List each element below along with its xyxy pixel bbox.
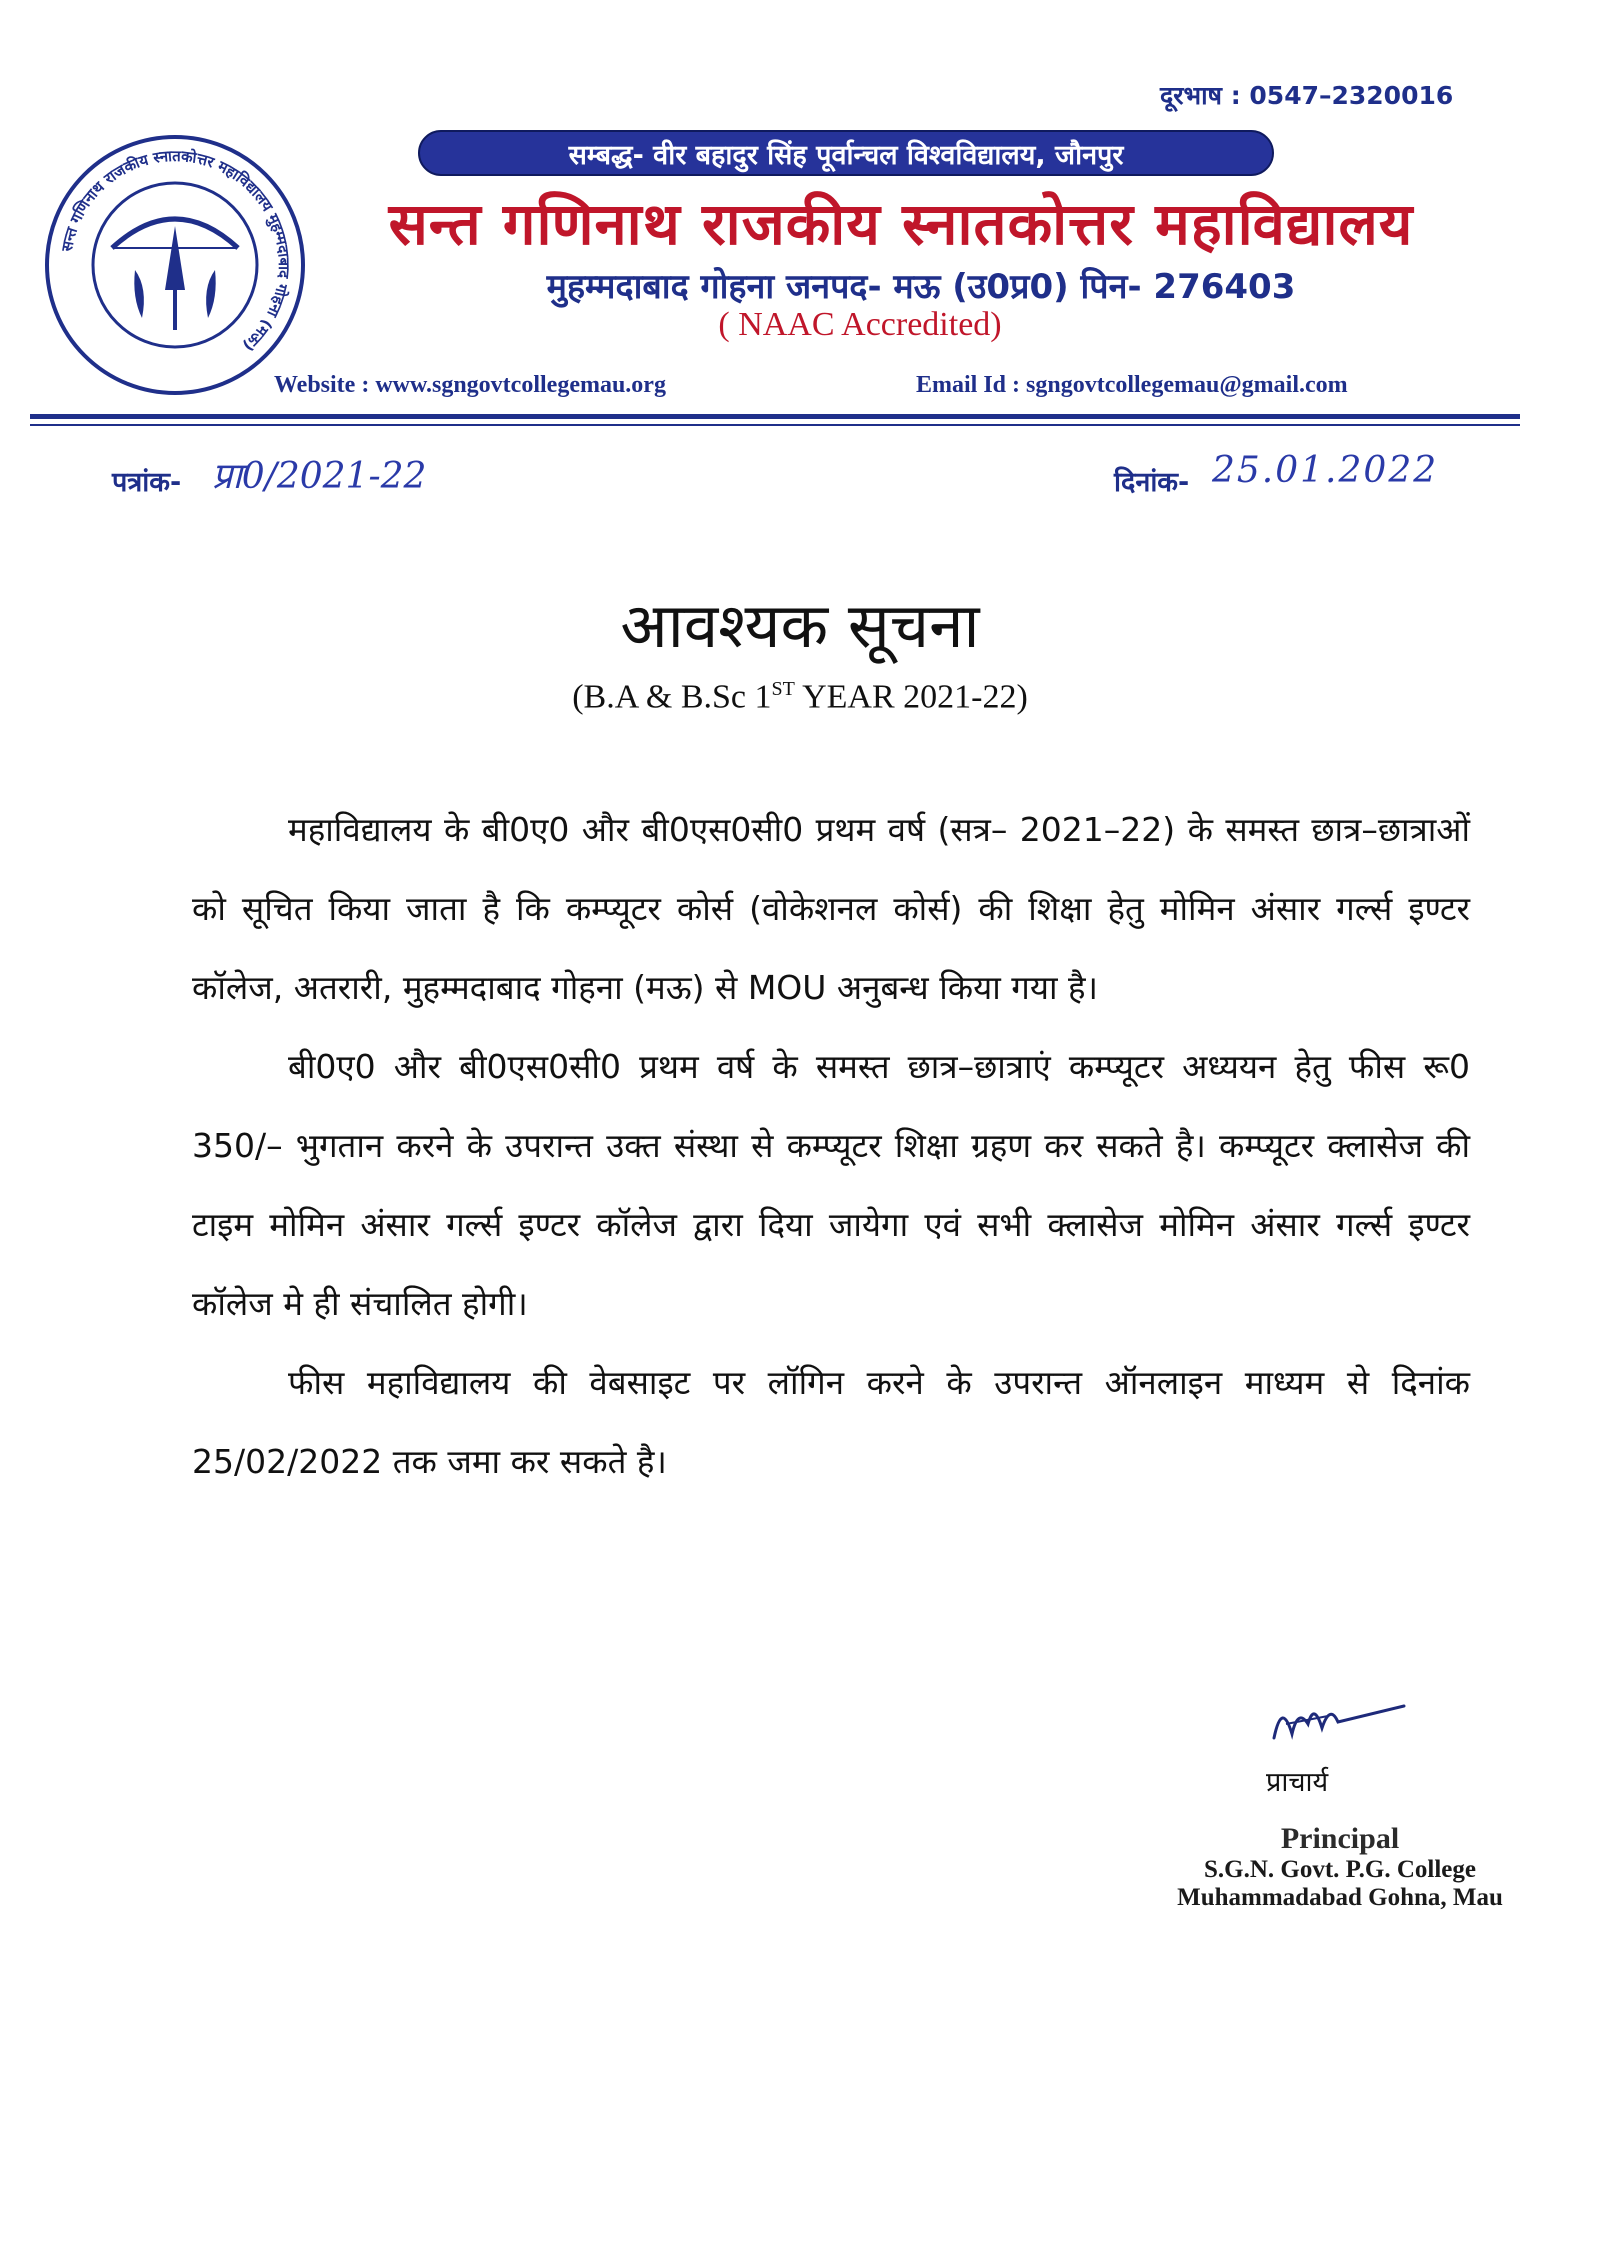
affiliation-banner: सम्बद्ध- वीर बहादुर सिंह पूर्वान्चल विश्वविद्यालय, जौनपुर bbox=[418, 130, 1274, 176]
website-link[interactable]: Website : www.sgngovtcollegemau.org bbox=[274, 372, 666, 398]
college-emblem-icon bbox=[40, 130, 310, 400]
principal-title: Principal bbox=[1280, 1822, 1400, 1855]
notice-paragraph: बी0ए0 और बी0एस0सी0 प्रथम वर्ष के समस्त छात्र–छात्राएं कम्प्यूटर अध्ययन हेतु फीस रू0 350/– भुगतान करने के उपरान्त उक्त संस्था से कम्प्यूटर शिक्षा ग्रहण कर सकते है। कम्प्यूटर क्लासेज की टाइम मोमिन अंसार गर्ल्स इण्टर कॉलेज द्वारा दिया जायेगा एवं सभी क्लासेज मोमिन अंसार गर्ल्स इण्टर कॉलेज मे ही संचालित होगी। bbox=[192, 1047, 1470, 1323]
notice-paragraph: महाविद्यालय के बी0ए0 और बी0एस0सी0 प्रथम वर्ष (सत्र– 2021–22) के समस्त छात्र–छात्राओं को सूचित किया जाता है कि कम्प्यूटर कोर्स (वोकेशनल कोर्स) की शिक्षा हेतु मोमिन अंसार गर्ल्स इण्टर कॉलेज, अतरारी, मुहम्मदाबाद गोहना (मऊ) से MOU अनुबन्ध किया गया है। bbox=[192, 810, 1470, 1007]
college-address: मुहम्मदाबाद गोहना जनपद- मऊ (उ0प्र0) पिन- 276403 bbox=[546, 267, 1296, 307]
date-value: 25.01.2022 bbox=[1212, 450, 1439, 491]
notice-title: आवश्यक सूचना bbox=[620, 589, 980, 662]
accreditation-label: ( NAAC Accredited) bbox=[718, 306, 1002, 343]
logo-ring-text: सन्त गणिनाथ राजकीय स्नातकोत्तर महाविद्यालय मुहम्मदाबाद गोहना (मऊ) bbox=[57, 146, 294, 355]
reference-number: प्रा0/2021-22 bbox=[212, 456, 427, 497]
principal-title-hindi: प्राचार्य bbox=[1266, 1767, 1329, 1798]
phone-number: दूरभाष : 0547–2320016 bbox=[1160, 81, 1454, 110]
notice-subtitle: (B.A & B.Sc 1ST YEAR 2021-22) bbox=[572, 678, 1028, 716]
header-divider bbox=[30, 414, 1520, 419]
principal-college: S.G.N. Govt. P.G. College bbox=[1204, 1856, 1476, 1883]
email-link[interactable]: Email Id : sgngovtcollegemau@gmail.com bbox=[916, 372, 1348, 398]
notice-body bbox=[192, 790, 1470, 1501]
date-label: दिनांक- bbox=[1114, 467, 1190, 498]
header-divider-thin bbox=[30, 424, 1520, 426]
signature-icon bbox=[1268, 1694, 1408, 1750]
principal-stamp bbox=[1160, 1822, 1520, 1912]
reference-label: पत्रांक- bbox=[112, 467, 182, 498]
notice-paragraph: फीस महाविद्यालय की वेबसाइट पर लॉगिन करने के उपरान्त ऑनलाइन माध्यम से दिनांक 25/02/2022 तक जमा कर सकते है। bbox=[192, 1363, 1470, 1481]
principal-location: Muhammadabad Gohna, Mau bbox=[1177, 1884, 1503, 1911]
college-name: सन्त गणिनाथ राजकीय स्नातकोत्तर महाविद्यालय bbox=[388, 190, 1414, 258]
